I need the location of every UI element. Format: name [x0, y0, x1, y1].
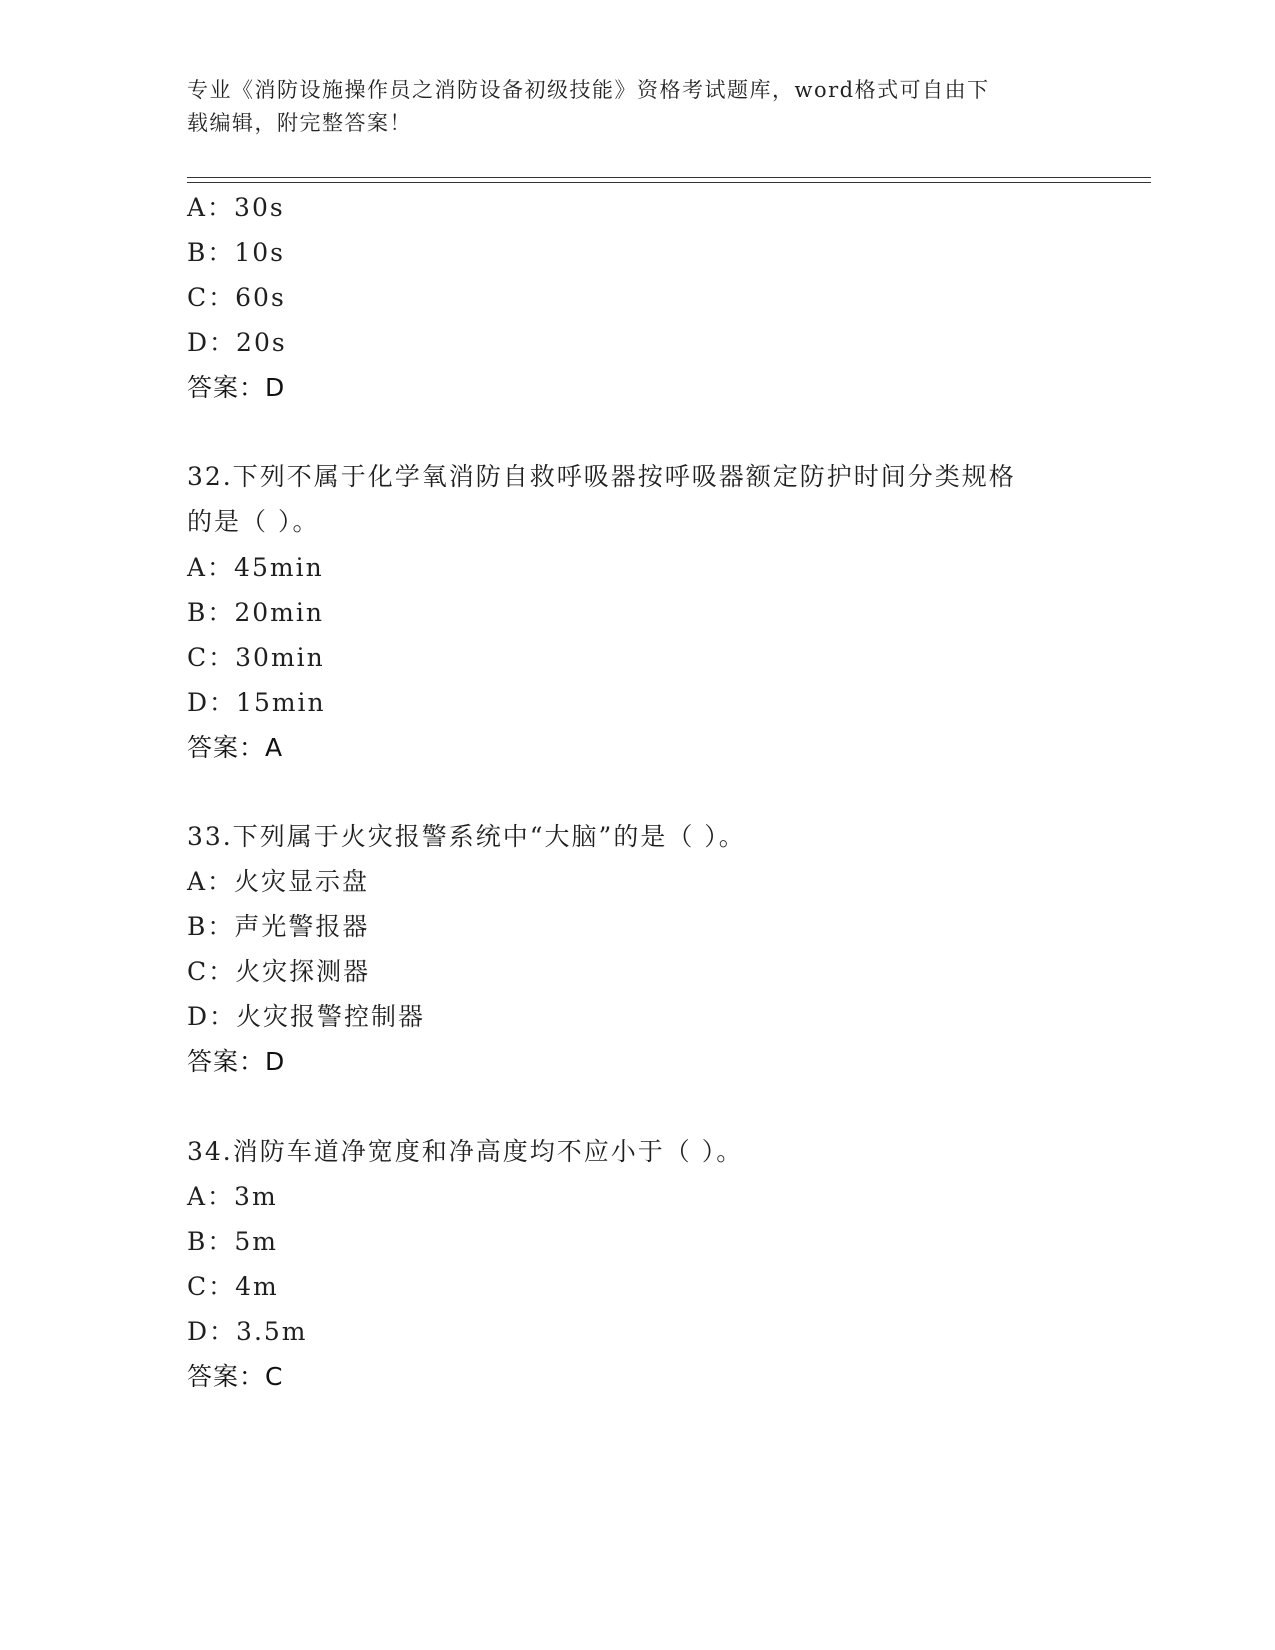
- q32-option-d: D：15min: [187, 688, 326, 717]
- q32-answer: 答案：A: [187, 733, 284, 762]
- q34-question-line-1: 34.消防车道净宽度和净高度均不应小于（ ）。: [187, 1137, 744, 1166]
- header-line-1: 专业《消防设施操作员之消防设备初级技能》资格考试题库，word格式可自由下: [187, 78, 990, 102]
- q31-option-d: D：20s: [187, 328, 287, 357]
- q32-option-c: C：30min: [187, 643, 325, 672]
- q33-option-a: A：火灾显示盘: [187, 867, 370, 896]
- q31-answer: 答案：D: [187, 373, 286, 402]
- header-rule-bottom: [187, 182, 1151, 183]
- q32-option-a: A：45min: [187, 553, 324, 582]
- document-header: [187, 74, 1067, 140]
- q34-option-d: D：3.5m: [187, 1317, 308, 1346]
- q33-answer: 答案：D: [187, 1047, 286, 1076]
- q33-option-b: B：声光警报器: [187, 912, 370, 941]
- header-line-2: 载编辑，附完整答案！: [187, 111, 412, 135]
- q34-option-b: B：5m: [187, 1227, 278, 1256]
- q34-option-c: C：4m: [187, 1272, 279, 1301]
- q33-question-line-1: 33.下列属于火灾报警系统中“大脑”的是（ ）。: [187, 822, 746, 851]
- q32-question-line-2: 的是（ ）。: [187, 507, 320, 536]
- q31-option-c: C：60s: [187, 283, 286, 312]
- q31-option-a: A：30s: [187, 193, 285, 222]
- q31-option-b: B：10s: [187, 238, 286, 267]
- header-rule-top: [187, 177, 1151, 178]
- q34-option-a: A：3m: [187, 1182, 278, 1211]
- q32-question-line-1: 32.下列不属于化学氧消防自救呼吸器按呼吸器额定防护时间分类规格: [187, 462, 1016, 491]
- q34-answer: 答案：C: [187, 1362, 284, 1391]
- q33-option-c: C：火灾探测器: [187, 957, 371, 986]
- q32-option-b: B：20min: [187, 598, 324, 627]
- q33-option-d: D：火灾报警控制器: [187, 1002, 426, 1031]
